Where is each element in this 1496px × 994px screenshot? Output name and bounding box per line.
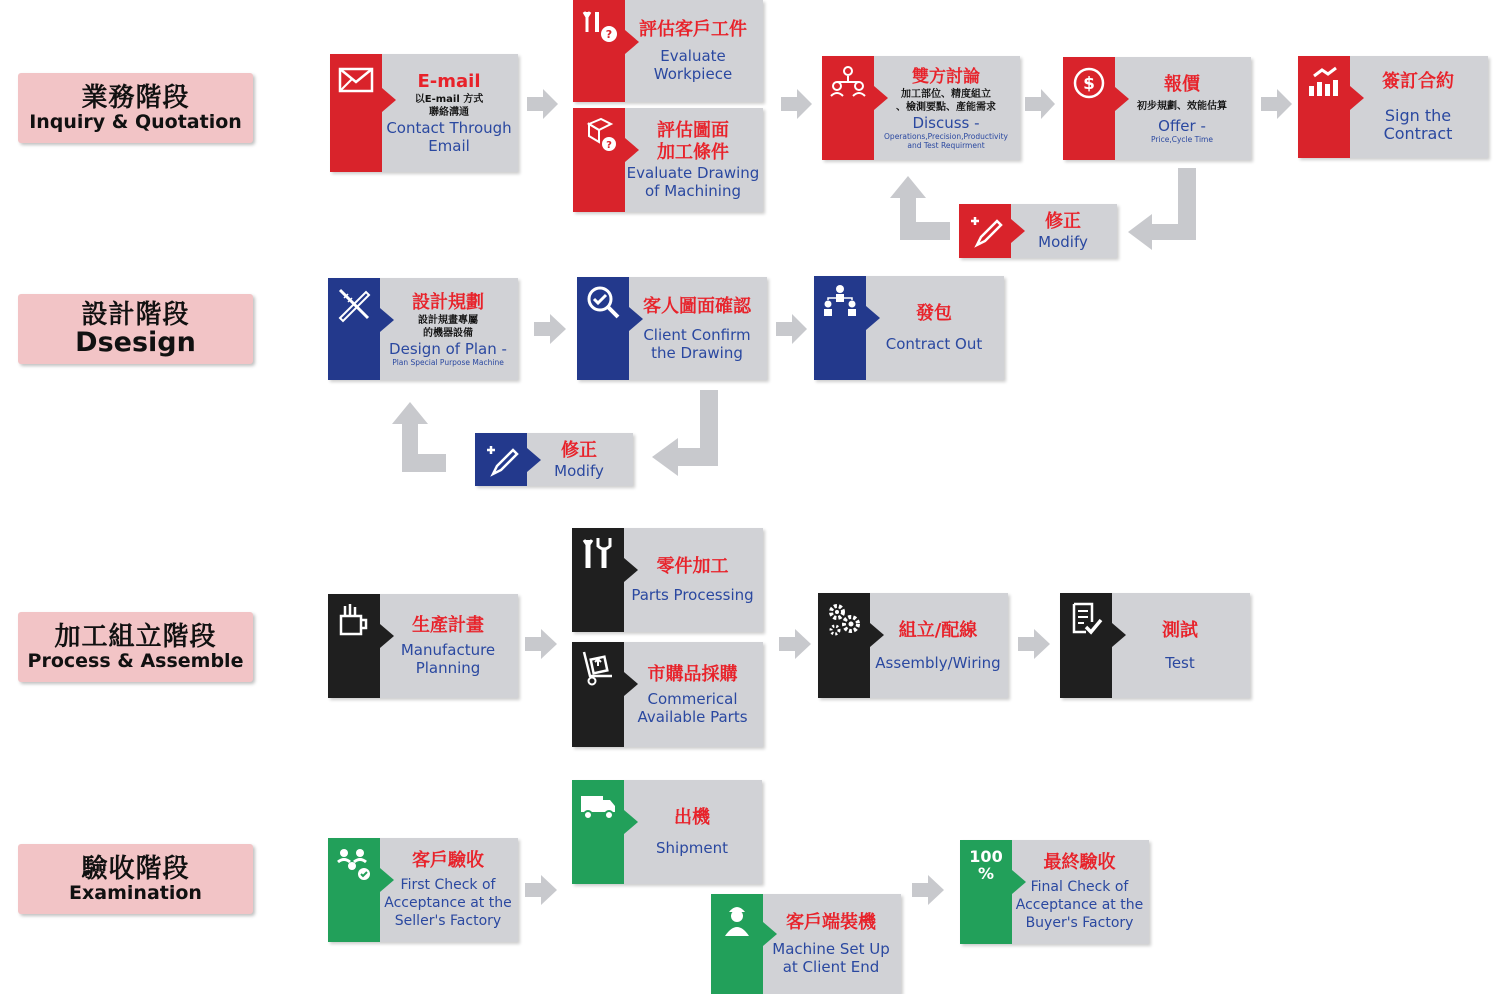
pencil-plus-icon [965,211,1005,251]
stage-label-design [18,294,253,364]
svg-text:?: ? [605,28,613,41]
stage-label-exam [18,844,253,914]
modify-title: 修正 [1045,211,1081,232]
cube-question-icon [579,114,619,154]
arrow-right-icon [781,89,812,119]
first-en-1: First Check of [400,877,496,893]
svg-text:?: ? [606,140,612,151]
arrow-right-icon [1025,89,1055,119]
arrow-right-icon [779,629,811,659]
magnifier-check-icon [583,283,623,323]
parts-title: 零件加工 [656,556,729,577]
step-modify-design [475,433,633,486]
arrow-right-icon [527,89,558,119]
step-shipment [572,780,762,884]
step-manufacture-planning [328,594,518,698]
drawing-title-2: 加工條件 [657,142,729,163]
step-discuss [822,56,1020,160]
plan-note-1: 設計規畫專屬 [418,314,478,326]
arrow-right-icon [776,314,807,344]
setup-title: 客戶端裝機 [786,912,876,933]
drawing-en-2: of Machining [645,182,741,200]
badge-percent: % [977,864,995,883]
truck-icon [578,786,618,826]
stage-title-zh: 加工組立階段 [54,622,217,652]
arrow-right-icon [1018,629,1050,659]
shipment-en: Shipment [656,839,728,857]
first-en-3: Seller's Factory [394,913,502,929]
commercial-title: 市購品採購 [647,663,738,685]
out-en: Contract Out [885,335,983,353]
stage-title-zh: 業務階段 [81,83,190,113]
org-chart-icon [820,282,860,322]
step-assembly-wiring [818,593,1008,698]
envelope-icon [336,60,376,100]
hand-truck-icon [578,648,618,688]
badge-number: 100 [969,847,1003,866]
email-en-1: Contact Through [386,119,512,137]
stage-title-en: Examination [69,882,202,904]
team-icon [828,62,868,102]
email-note-2: 聯絡溝通 [429,107,469,118]
elbow-arrow-icon [652,390,718,476]
test-title: 測試 [1162,619,1198,641]
planning-title: 生產計畫 [412,615,484,636]
offer-en: Offer - [1158,116,1206,135]
stage-title-en: Inquiry & Quotation [29,111,242,133]
tools-question-icon [579,6,619,46]
offer-detail: Price,Cycle Time [1151,134,1213,144]
wrench-screwdriver-icon [578,534,618,574]
confirm-en-2: the Drawing [651,343,743,362]
arrow-right-icon [525,629,557,659]
modify-title: 修正 [561,439,597,461]
offer-note: 初步規劃、效能估算 [1137,100,1227,112]
worker-icon [717,900,757,940]
elbow-arrow-icon [392,402,446,472]
setup-en-1: Machine Set Up [772,940,890,958]
step-sign-contract [1298,56,1488,158]
arrow-right-icon [525,875,557,905]
commercial-en-1: Commerical [647,689,738,708]
drawing-en-1: Evaluate Drawing [626,164,760,182]
drawing-title-1: 評估圖面 [657,120,729,141]
first-en-2: Acceptance at the [384,895,512,911]
email-title: E-mail [417,71,481,92]
step-parts-processing [572,528,763,632]
final-en-1: Final Check of [1030,879,1129,895]
workpiece-en-2: Workpiece [653,65,733,83]
assembly-en: Assembly/Wiring [875,653,1001,672]
step-client-confirm [577,277,767,380]
out-title: 發包 [916,303,952,324]
pencil-cup-icon [334,600,374,640]
step-evaluate-drawing [573,108,763,212]
plan-note-2: 的機器設備 [423,327,473,339]
modify-en: Modify [554,461,604,480]
stage-title-en: Process & Assemble [27,650,244,672]
final-title: 最終驗收 [1043,852,1116,873]
planning-en-2: Planning [415,659,481,677]
commercial-en-2: Available Parts [637,707,748,726]
final-en-2: Acceptance at the [1015,897,1144,913]
step-evaluate-workpiece [573,0,763,102]
handshake-chart-icon [1304,62,1344,102]
shipment-title: 出機 [674,807,710,828]
step-machine-setup [711,894,901,994]
plan-en: Design of Plan - [389,339,507,358]
email-en-2: Email [428,137,470,155]
gears-icon [824,599,864,639]
discuss-detail-1: Operations,Precision,Productivity [884,132,1008,141]
test-en: Test [1165,653,1195,672]
discuss-detail-2: and Test Requirment [907,141,985,150]
email-note-1: 以E-mail 方式 [414,94,484,105]
offer-title: 報價 [1164,73,1200,95]
workpiece-title: 評估客戶工件 [639,19,747,40]
document-check-icon [1066,599,1106,639]
first-title: 客戶驗收 [412,850,484,871]
step-offer [1063,57,1251,160]
plan-detail: Plan Special Purpose Machine [392,357,504,367]
step-first-check [328,838,518,942]
parts-en: Parts Processing [631,586,754,604]
plan-title: 設計規劃 [412,291,484,313]
step-email [330,54,518,172]
workpiece-en-1: Evaluate [660,47,726,65]
discuss-note-2: 、檢測要點、產能需求 [896,102,996,113]
arrow-right-icon [534,314,566,344]
arrow-right-icon [1261,89,1292,119]
stage-title-en: Dsesign [75,327,196,358]
contract-title: 簽訂合約 [1382,71,1454,92]
elbow-arrow-icon [890,176,950,240]
elbow-arrow-icon [1128,168,1196,250]
pencil-plus-icon [481,440,521,480]
setup-en-2: at Client End [782,958,880,976]
hundred-percent-icon [966,848,1006,882]
arrow-right-icon [912,875,944,905]
assembly-title: 組立/配線 [898,619,978,641]
dollar-icon [1069,63,1109,103]
step-modify-inquiry [959,204,1117,258]
discuss-en: Discuss - [912,114,980,132]
modify-en: Modify [1038,233,1088,251]
svg-text:$: $ [1083,74,1095,94]
discuss-title: 雙方討論 [912,67,980,87]
stage-title-zh: 設計階段 [81,300,190,330]
step-commercial-parts [572,642,763,747]
people-check-icon [334,844,374,884]
step-design-plan [328,278,518,380]
ruler-pencil-icon [334,284,374,324]
step-test [1060,593,1250,698]
stage-label-process [18,612,253,682]
confirm-en-1: Client Confirm [643,325,751,344]
contract-en: Sign the Contract [1383,106,1453,143]
step-final-check [960,840,1149,944]
step-contract-out [814,276,1004,380]
final-en-3: Buyer's Factory [1025,915,1134,931]
planning-en-1: Manufacture [400,641,496,659]
stage-title-zh: 驗收階段 [81,854,190,884]
stage-label-inquiry [18,73,253,143]
discuss-note-1: 加工部位、精度組立 [901,89,991,100]
confirm-title: 客人圖面確認 [643,295,751,317]
